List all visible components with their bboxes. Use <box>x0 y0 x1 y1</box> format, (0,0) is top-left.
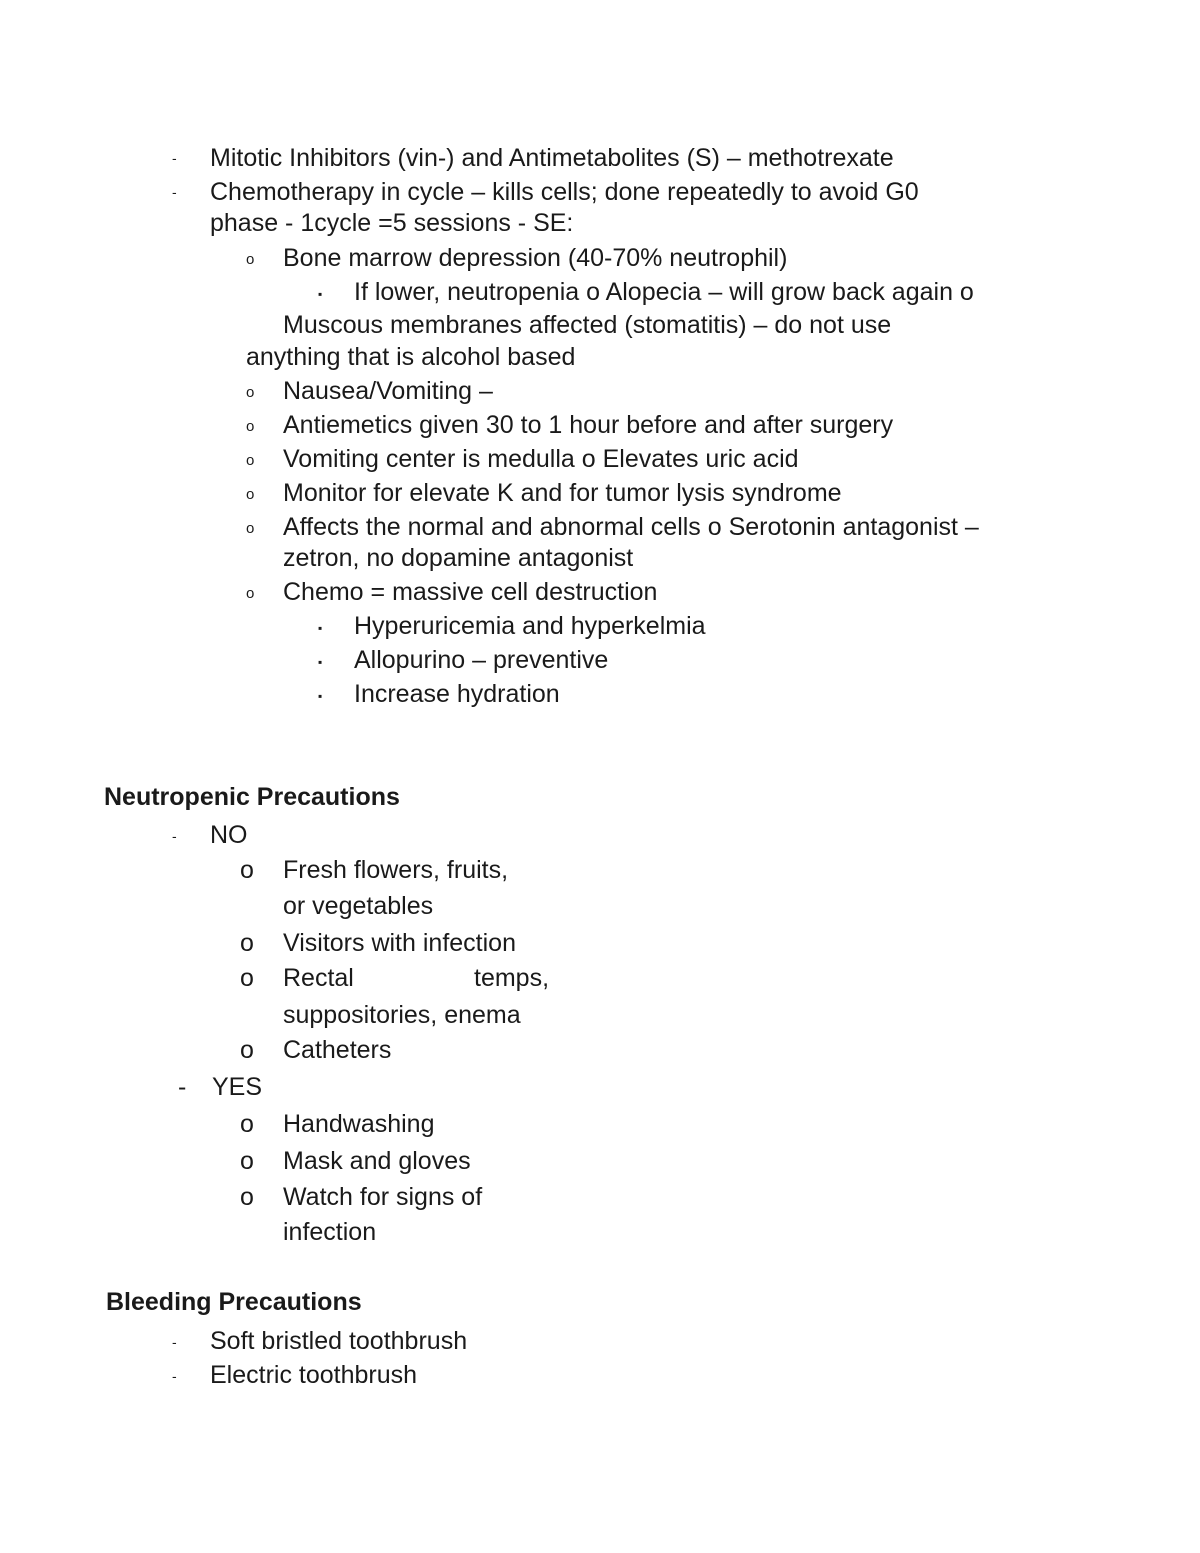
heading-bleeding-precautions: Bleeding Precautions <box>106 1288 362 1316</box>
line-phase-sessions: phase - 1cycle =5 sessions - SE: <box>210 209 574 237</box>
square-bullet: ▪ <box>318 655 323 669</box>
square-bullet: ▪ <box>318 689 323 703</box>
circle-bullet: o <box>246 452 255 469</box>
o-bullet: o <box>240 1147 254 1175</box>
line-muscous-membranes: Muscous membranes affected (stomatitis) – do not use <box>283 311 892 339</box>
circle-bullet: o <box>246 384 255 401</box>
item-temps: temps, <box>474 964 550 992</box>
circle-bullet: o <box>246 520 255 537</box>
o-bullet: o <box>240 1183 254 1211</box>
dash-bullet: - <box>172 184 177 200</box>
item-catheters: Catheters <box>283 1036 392 1064</box>
dash-bullet: - <box>172 1334 177 1350</box>
line-hyperuricemia: Hyperuricemia and hyperkelmia <box>354 612 706 640</box>
line-chemotherapy-cycle: Chemotherapy in cycle – kills cells; done repeatedly to avoid G0 <box>210 178 919 206</box>
line-antiemetics: Antiemetics given 30 to 1 hour before and after surgery <box>283 411 894 439</box>
line-alcohol-based: anything that is alcohol based <box>246 343 576 371</box>
heading-neutropenic-precautions: Neutropenic Precautions <box>104 783 400 811</box>
line-bone-marrow: Bone marrow depression (40-70% neutrophil) <box>283 244 788 272</box>
square-bullet: ▪ <box>318 621 323 635</box>
dash-bullet-large: - <box>178 1073 187 1101</box>
item-handwashing: Handwashing <box>283 1110 435 1138</box>
line-monitor-k: Monitor for elevate K and for tumor lysis syndrome <box>283 479 842 507</box>
item-soft-toothbrush: Soft bristled toothbrush <box>210 1327 468 1355</box>
item-vegetables: or vegetables <box>283 892 434 920</box>
line-mitotic-inhibitors: Mitotic Inhibitors (vin-) and Antimetabolites (S) – methotrexate <box>210 144 894 172</box>
o-bullet: o <box>240 964 254 992</box>
line-allopurino: Allopurino – preventive <box>354 646 609 674</box>
circle-bullet: o <box>246 251 255 268</box>
item-rectal: Rectal <box>283 964 354 992</box>
line-hydration: Increase hydration <box>354 680 560 708</box>
label-yes: YES <box>212 1073 263 1101</box>
line-chemo-destruction: Chemo = massive cell destruction <box>283 578 658 606</box>
circle-bullet: o <box>246 486 255 503</box>
item-electric-toothbrush: Electric toothbrush <box>210 1361 418 1389</box>
item-mask-gloves: Mask and gloves <box>283 1147 471 1175</box>
dash-bullet: - <box>172 1368 177 1384</box>
circle-bullet: o <box>246 418 255 435</box>
item-watch-signs: Watch for signs of <box>283 1183 483 1211</box>
line-affects-cells: Affects the normal and abnormal cells o Serotonin antagonist – <box>283 513 979 541</box>
item-suppositories: suppositories, enema <box>283 1001 521 1029</box>
line-neutropenia-alopecia: If lower, neutropenia o Alopecia – will grow back again o <box>354 278 974 306</box>
dash-bullet: - <box>172 150 177 166</box>
item-fresh-flowers: Fresh flowers, fruits, <box>283 856 509 884</box>
circle-bullet: o <box>246 585 255 602</box>
line-vomiting-center: Vomiting center is medulla o Elevates uric acid <box>283 445 799 473</box>
item-infection: infection <box>283 1218 377 1246</box>
o-bullet: o <box>240 856 254 884</box>
o-bullet: o <box>240 929 254 957</box>
dash-bullet: - <box>172 828 177 844</box>
line-nausea-vomiting: Nausea/Vomiting – <box>283 377 493 405</box>
line-zetron: zetron, no dopamine antagonist <box>283 544 634 572</box>
item-visitors: Visitors with infection <box>283 929 516 957</box>
label-no: NO <box>210 821 248 849</box>
o-bullet: o <box>240 1110 254 1138</box>
o-bullet: o <box>240 1036 254 1064</box>
square-bullet: ▪ <box>318 287 323 301</box>
